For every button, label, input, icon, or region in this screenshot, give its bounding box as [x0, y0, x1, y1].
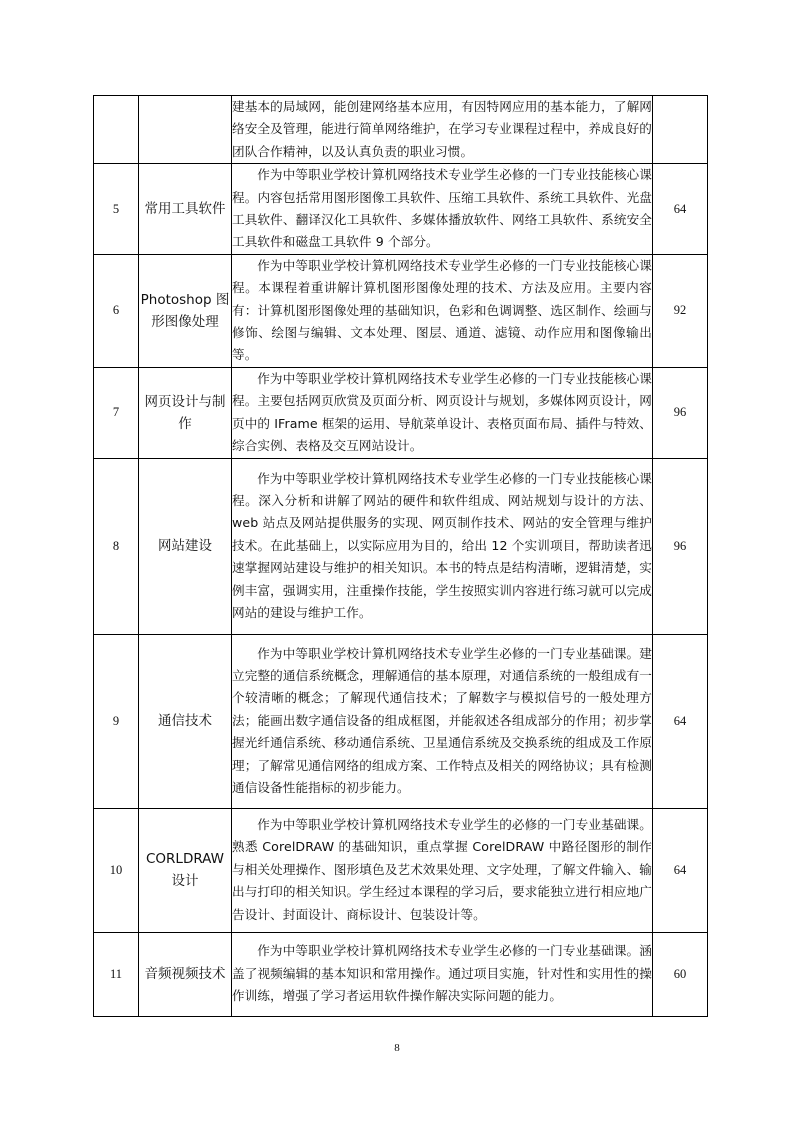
- course-table: [93, 95, 708, 1017]
- course-description-text: 作为中等职业学校计算机网络技术专业学生的必修的一门专业基础课。熟悉 CorelDRAW 的基础知识，重点掌握 CorelDRAW 中路径图形的制作与相关处理操作、图形填色及艺术效果处理、文字处理，了解文件输入、输出与打印的相关知识。学生经过本课程的学习后，要求能独立进行相应地广告设计、封面设计、商标设计、包装设计等。: [232, 816, 652, 922]
- table-row: [94, 634, 708, 808]
- course-name: CORLDRAW 设计: [139, 808, 232, 932]
- course-name: 网页设计与制作: [139, 367, 232, 458]
- course-name: 通信技术: [139, 634, 232, 808]
- course-description-text: 建基本的局域网，能创建网络基本应用，有因特网应用的基本能力，了解网络安全及管理，能进行简单网络维护，在学习专业课程过程中，养成良好的团队合作精神，以及认真负责的职业习惯。: [232, 99, 652, 159]
- table-row: [94, 367, 708, 458]
- course-name: 音频视频技术: [139, 932, 232, 1016]
- course-name: [139, 96, 232, 164]
- course-number: 10: [94, 808, 139, 932]
- table-row: [94, 808, 708, 932]
- course-hours: 92: [653, 254, 708, 367]
- course-hours: 64: [653, 634, 708, 808]
- table-row: [94, 932, 708, 1016]
- course-description-text: 作为中等职业学校计算机网络技术专业学生必修的一门专业基础课。建立完整的通信系统概念，理解通信的基本原理，对通信系统的一般组成有一个较清晰的概念；了解现代通信技术；了解数字与模拟信号的一般处理方法；能画出数字通信设备的组成框图，并能叙述各组成部分的作用；初步掌握光纤通信系统、移动通信系统、卫星通信系统及交换系统的组成及工作原理；了解常见通信网络的组成方案、工作特点及相关的网络协议；具有检测通信设备性能指标的初步能力。: [232, 645, 652, 796]
- course-description-text: 作为中等职业学校计算机网络技术专业学生必修的一门专业技能核心课程。内容包括常用图形图像工具软件、压缩工具软件、系统工具软件、光盘工具软件、翻译汉化工具软件、多媒体播放软件、网络工具软件、系统安全工具软件和磁盘工具软件 9 个部分。: [232, 167, 652, 250]
- course-number: 9: [94, 634, 139, 808]
- course-name: 网站建设: [139, 458, 232, 634]
- course-description: [232, 96, 653, 164]
- course-name: Photoshop 图形图像处理: [139, 254, 232, 367]
- course-hours: 64: [653, 808, 708, 932]
- course-number: 7: [94, 367, 139, 458]
- table-row: [94, 254, 708, 367]
- course-hours: 64: [653, 164, 708, 255]
- course-number: 6: [94, 254, 139, 367]
- course-description-text: 作为中等职业学校计算机网络技术专业学生必修的一门专业基础课。涵盖了视频编辑的基本知识和常用操作。通过项目实施，针对性和实用性的操作训练，增强了学习者运用软件操作解决实际问题的能力。: [232, 943, 652, 1004]
- course-description: [232, 932, 653, 1016]
- course-description: [232, 164, 653, 255]
- course-description: [232, 808, 653, 932]
- course-description: [232, 634, 653, 808]
- course-number: 5: [94, 164, 139, 255]
- course-description-text: 作为中等职业学校计算机网络技术专业学生必修的一门专业技能核心课程。本课程着重讲解计算机图形图像处理的技术、方法及应用。主要内容有：计算机图形图像处理的基础知识，色彩和色调调整、选区制作、绘画与修饰、绘图与编辑、文本处理、图层、通道、滤镜、动作应用和图像输出等。: [232, 257, 652, 363]
- course-hours: 60: [653, 932, 708, 1016]
- page-number: 8: [394, 1042, 400, 1054]
- course-description-text: 作为中等职业学校计算机网络技术专业学生必修的一门专业技能核心课程。深入分析和讲解了网站的硬件和软件组成、网站规划与设计的方法、web 站点及网站提供服务的实现、网页制作技术、网站的安全管理与维护技术。在此基础上，以实际应用为目的，给出 12 个实训项目，帮助读者迅速掌握网站建设与维护的相关知识。本书的特点是结构清晰，逻辑清楚，实例丰富，强调实用，注重操作技能，学生按照实训内容进行练习就可以完成网站的建设与维护工作。: [232, 470, 652, 621]
- course-number: 8: [94, 458, 139, 634]
- table-row: [94, 164, 708, 255]
- course-hours: [653, 96, 708, 164]
- course-number: [94, 96, 139, 164]
- course-description-text: 作为中等职业学校计算机网络技术专业学生必修的一门专业技能核心课程。主要包括网页欣赏及页面分析、网页设计与规划，多媒体网页设计，网页中的 IFrame 框架的运用、导航菜单设计、表格页面布局、插件与特效、综合实例、表格及交互网站设计。: [232, 370, 652, 454]
- course-hours: 96: [653, 367, 708, 458]
- course-hours: 96: [653, 458, 708, 634]
- table-row: [94, 458, 708, 634]
- course-description: [232, 254, 653, 367]
- course-description: [232, 367, 653, 458]
- course-description: [232, 458, 653, 634]
- course-name: 常用工具软件: [139, 164, 232, 255]
- course-number: 11: [94, 932, 139, 1016]
- table-row: [94, 96, 708, 164]
